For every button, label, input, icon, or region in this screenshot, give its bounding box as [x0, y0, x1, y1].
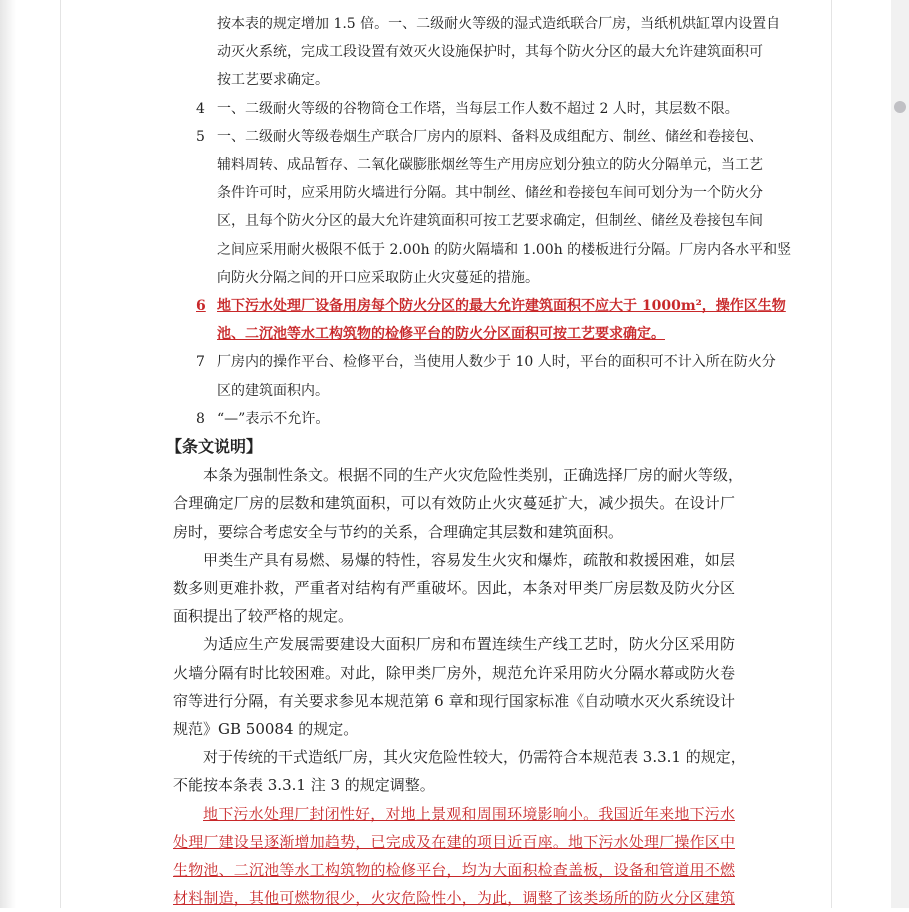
paragraph-line: 房时，要综合考虑安全与节约的关系，合理确定其层数和建筑面积。 [173, 522, 624, 541]
paragraph-line: 对于传统的干式造纸厂房，其火灾危险性较大，仍需符合本规范表 3.3.1 的规定， [203, 748, 746, 767]
paragraph-line: 本条为强制性条文。根据不同的生产火灾危险性类别，正确选择厂房的耐火等级， [203, 466, 744, 485]
note-line: 按本表的规定增加 1.5 倍。一、二级耐火等级的湿式造纸联合厂房，当纸机烘缸罩内设置自 [217, 16, 781, 32]
note-line: 动灭火系统，完成工段设置有效灭火设施保护时，其每个防火分区的最大允许建筑面积可 [217, 44, 763, 61]
note-number: 5 [196, 128, 205, 145]
note-line: 条件许可时，应采用防火墙进行分隔。其中制丝、储丝和卷接包车间可划分为一个防火分 [217, 185, 763, 202]
paragraph-line: 面积提出了较严格的规定。 [173, 607, 354, 626]
note-number: 4 [196, 100, 205, 117]
note-line: 厂房内的操作平台、检修平台，当使用人数少于 10 人时，平台的面积可不计入所在防火分 [217, 354, 776, 371]
note-line: 向防火分隔之间的开口应采取防止火灾蔓延的措施。 [217, 269, 539, 286]
note-line: 之间应采用耐火极限不低于 2.00h 的防火隔墙和 1.00h 的楼板进行分隔。厂房内各水平和竖 [217, 241, 792, 258]
note-line: 一、二级耐火等级的谷物筒仓工作塔，当每层工作人数不超过 2 人时，其层数不限。 [217, 100, 739, 117]
paragraph-line: 地下污水处理厂封闭性好，对地上景观和周围环境影响小。我国近年来地下污水 [203, 804, 735, 823]
paragraph-line: 不能按本条表 3.3.1 注 3 的规定调整。 [173, 776, 435, 795]
paragraph-line: 处理厂建设呈逐渐增加趋势，已完成及在建的项目近百座。地下污水处理厂操作区中 [173, 832, 735, 851]
note-line: 区，且每个防火分区的最大允许建筑面积可按工艺要求确定，但制丝、储丝及卷接包车间 [217, 213, 763, 230]
paragraph-line: 材料制造，其他可燃物很少，火灾危险性小，为此，调整了该类场所的防火分区建筑 [173, 889, 735, 908]
paragraph-line: 帘等进行分隔，有关要求参见本规范第 6 章和现行国家标准《自动喷水灭火系统设计 [173, 691, 735, 710]
note-number: 8 [196, 410, 205, 427]
left-shadow [0, 0, 16, 908]
note-number: 7 [196, 354, 205, 371]
note-line: 地下污水处理厂设备用房每个防火分区的最大允许建筑面积不应大于 1000m²，操作区生物 [217, 298, 786, 314]
paragraph-line: 甲类生产具有易燃、易爆的特性，容易发生火灾和爆炸，疏散和救援困难，如层 [203, 550, 735, 569]
paragraph-line: 规范》GB 50084 的规定。 [173, 720, 359, 738]
note-line: “—”表示不允许。 [217, 410, 330, 427]
note-line: 辅料周转、成品暂存、二氧化碳膨胀烟丝等生产用房应划分独立的防火分隔单元，当工艺 [217, 157, 763, 173]
scrollbar-thumb[interactable] [894, 101, 906, 113]
paragraph-line: 数多则更难扑救，严重者对结构有严重破坏。因此，本条对甲类厂房层数及防火分区 [173, 579, 735, 597]
paragraph-line: 火墙分隔有时比较困难。对此，除甲类厂房外，规范允许采用防火分隔水幕或防火卷 [173, 663, 735, 682]
note-line: 区的建筑面积内。 [217, 382, 329, 399]
paragraph-line: 合理确定厂房的层数和建筑面积，可以有效防止火灾蔓延扩大，减少损失。在设计厂 [173, 494, 735, 513]
paragraph-line: 生物池、二沉池等水工构筑物的检修平台，均为大面积检查盖板，设备和管道用不燃 [173, 861, 735, 879]
paragraph-line: 为适应生产发展需要建设大面积厂房和布置连续生产线工艺时，防火分区采用防 [203, 635, 735, 654]
note-line: 池、二沉池等水工构筑物的检修平台的防火分区面积可按工艺要求确定。 [217, 326, 665, 343]
section-heading: 【条文说明】 [166, 437, 263, 456]
note-line: 一、二级耐火等级卷烟生产联合厂房内的原料、备料及成组配方、制丝、储丝和卷接包、 [217, 128, 763, 145]
note-line: 按工艺要求确定。 [217, 72, 329, 89]
scrollbar[interactable] [891, 0, 909, 908]
note-number: 6 [196, 298, 206, 314]
